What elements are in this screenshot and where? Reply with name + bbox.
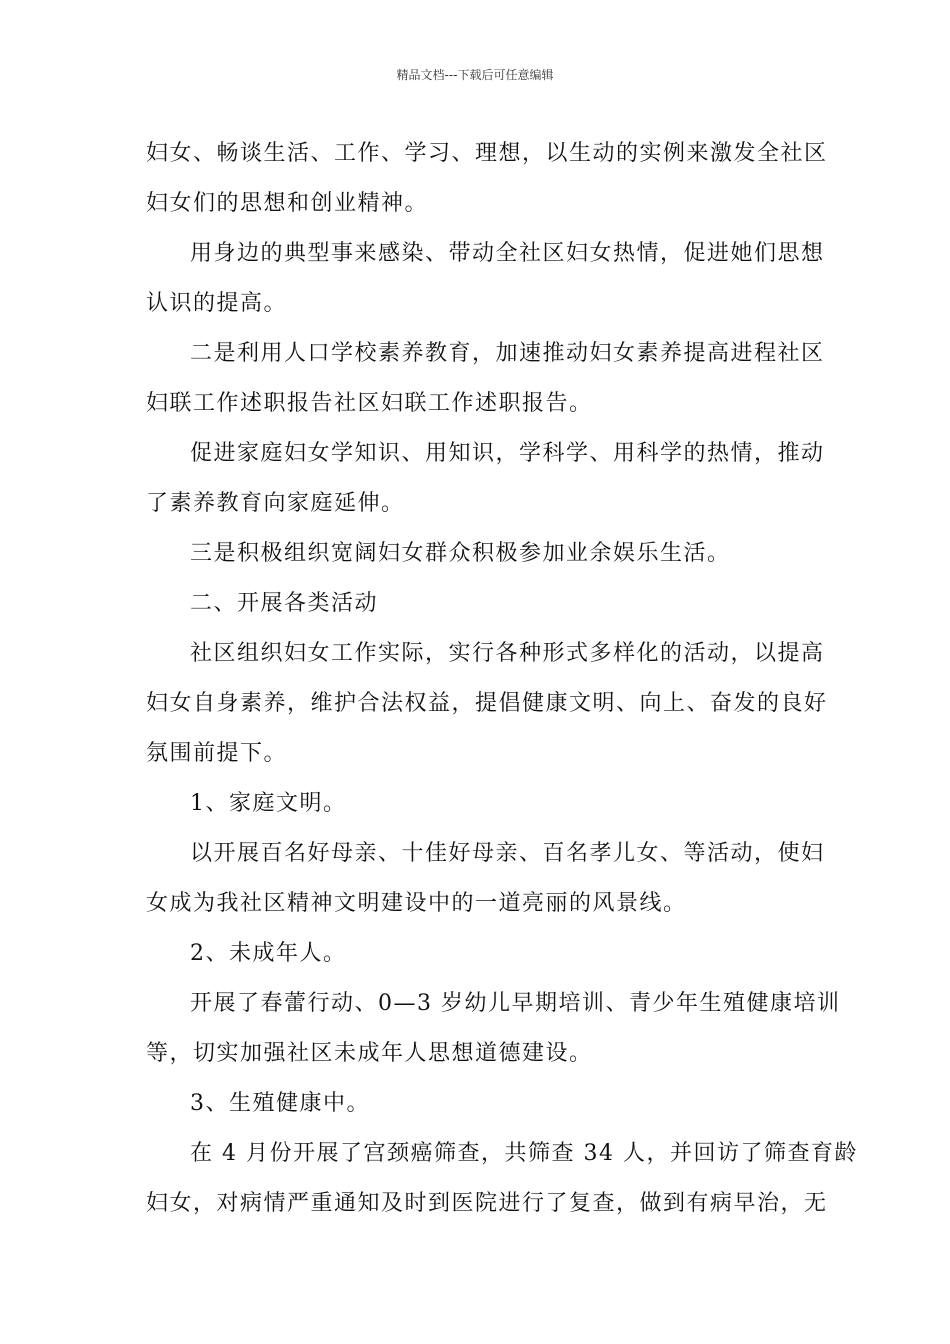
paragraph-4 [146, 429, 825, 529]
text-line: 2、未成年人。 [190, 941, 347, 966]
paragraph-2 [146, 229, 825, 329]
text-line: 二是利用人口学校素养教育，加速推动妇女素养提高进程社区 [190, 341, 825, 366]
text-line: 认识的提高。 [146, 291, 288, 316]
paragraph-9 [146, 829, 825, 929]
text-line: 妇女们的思想和创业精神。 [146, 191, 429, 216]
paragraph-3 [146, 329, 825, 429]
text-line: 了素养教育向家庭延伸。 [146, 491, 405, 516]
text-line: 社区组织妇女工作实际，实行各种形式多样化的活动，以提高 [190, 641, 825, 666]
paragraph-13 [146, 1129, 858, 1229]
page-header: 精品文档---下载后可任意编辑 [396, 68, 554, 82]
text-line: 等，切实加强社区未成年人思想道德建设。 [146, 1041, 593, 1066]
text-line: 妇女、畅谈生活、工作、学习、理想，以生动的实例来激发全社区 [146, 141, 828, 166]
text-line: 妇女自身素养，维护合法权益，提倡健康文明、向上、奋发的良好 [146, 691, 828, 716]
subheading-2 [146, 929, 810, 979]
text-line: 女成为我社区精神文明建设中的一道亮丽的风景线。 [146, 891, 687, 916]
subheading-1 [146, 779, 810, 829]
paragraph-5 [146, 529, 810, 579]
text-line: 3、生殖健康中。 [190, 1091, 370, 1116]
paragraph-7 [146, 629, 828, 779]
text-line: 用身边的典型事来感染、带动全社区妇女热情，促进她们思想 [190, 241, 825, 266]
text-line: 以开展百名好母亲、十佳好母亲、百名孝儿女、等活动，使妇 [190, 841, 825, 866]
paragraph-1 [146, 129, 828, 229]
text-line: 妇联工作述职报告社区妇联工作述职报告。 [146, 391, 593, 416]
document-body [146, 129, 858, 1229]
subheading-3 [146, 1079, 810, 1129]
text-line: 在 4 月份开展了宫颈癌筛查，共筛查 34 人，并回访了筛查育龄 [190, 1141, 858, 1166]
text-line: 氛围前提下。 [146, 741, 288, 766]
section-heading [146, 579, 810, 629]
text-line: 妇女，对病情严重通知及时到医院进行了复查，做到有病早治，无 [146, 1191, 828, 1216]
text-line: 开展了春蕾行动、0—3 岁幼儿早期培训、青少年生殖健康培训 [190, 991, 841, 1016]
text-line: 三是积极组织宽阔妇女群众积极参加业余娱乐生活。 [190, 541, 731, 566]
text-line: 1、家庭文明。 [190, 791, 347, 816]
text-line: 促进家庭妇女学知识、用知识，学科学、用科学的热情，推动 [190, 441, 825, 466]
paragraph-11 [146, 979, 841, 1079]
text-line: 二、开展各类活动 [190, 591, 379, 616]
